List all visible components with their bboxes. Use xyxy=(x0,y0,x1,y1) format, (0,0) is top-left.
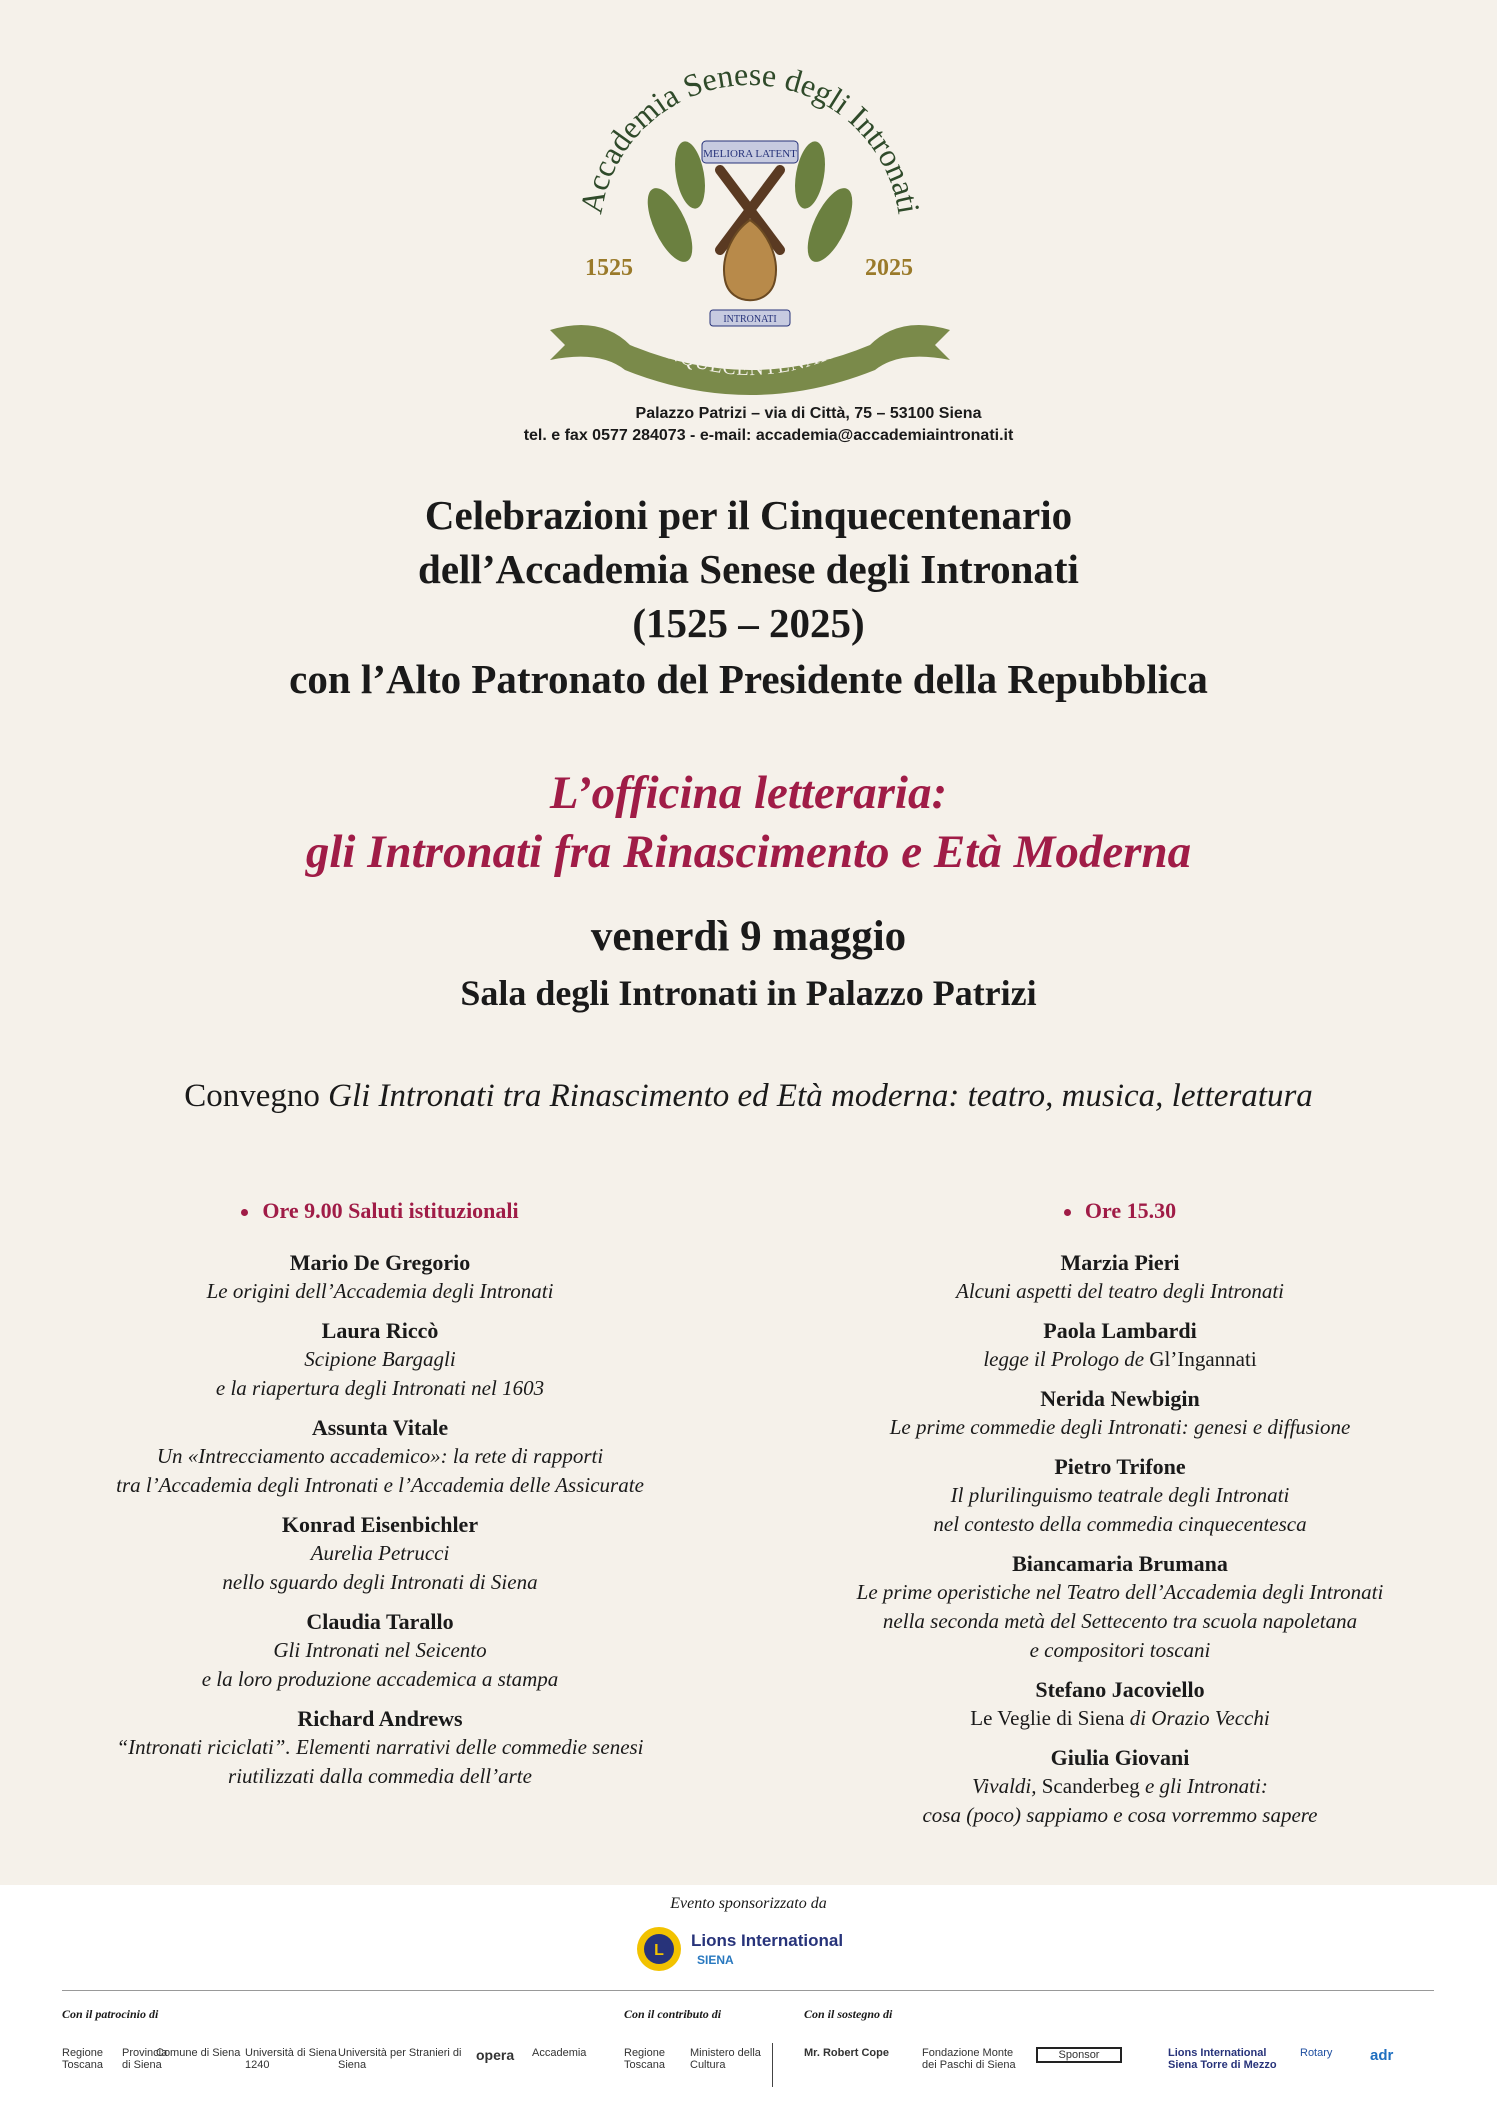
speaker: Laura Riccò Scipione Bargagli e la riapertura degli Intronati nel 1603 xyxy=(215,1318,545,1400)
footer-sponsors xyxy=(0,1885,1497,2117)
speaker: Marzia Pieri Alcuni aspetti del teatro degli Intronati xyxy=(956,1250,1284,1303)
speaker: Konrad Eisenbichler Aurelia Petrucci nello sguardo degli Intronati di Siena xyxy=(222,1512,538,1594)
logo-arc-text: Accademia Senese degli Intronati xyxy=(572,55,928,217)
logo-motto: MELIORA LATENT xyxy=(703,148,797,160)
afternoon-program xyxy=(800,1198,1440,1840)
speaker: Pietro Trifone Il plurilinguismo teatrale degli Intronati nel contesto della commedia cinquecentesca xyxy=(933,1454,1307,1536)
lions-city: SIENA xyxy=(697,1953,734,1967)
speaker: Stefano Jacoviello Le Veglie di Siena di Orazio Vecchi xyxy=(970,1677,1270,1730)
supporter-logo: Fondazione Monte dei Paschi di Siena xyxy=(922,2047,1016,2071)
year-start: 1525 xyxy=(585,255,633,281)
supporter-logo: Mr. Robert Cope xyxy=(804,2047,889,2059)
session-afternoon: Ore 15.30 xyxy=(800,1198,1440,1224)
supporter-logo: Lions International Siena Torre di Mezzo xyxy=(1168,2047,1277,2071)
svg-text:Accademia Senese degli Introna xyxy=(573,56,928,217)
headline-3: (1525 – 2025) xyxy=(632,600,865,646)
contribution-label: Con il contributo di xyxy=(624,2007,722,2021)
convegno-prefix: Convegno xyxy=(184,1078,320,1114)
patron-logo: Università di Siena 1240 xyxy=(245,2047,337,2071)
event-title-2: gli Intronati fra Rinascimento e Età Moderna xyxy=(305,826,1192,878)
svg-text:L: L xyxy=(654,1942,664,1959)
lions-emblem-icon xyxy=(635,1925,683,1973)
patron-logo: opera xyxy=(476,2047,515,2063)
event-title-1: L’officina letteraria: xyxy=(549,767,948,819)
headline-4: con l’Alto Patronato del Presidente della Repubblica xyxy=(289,656,1208,702)
morning-program xyxy=(60,1198,700,1801)
convegno-line xyxy=(0,1078,1497,1115)
ribbon-text: CINQUECENTENARIO xyxy=(642,332,858,381)
headline-2: dell’Accademia Senese degli Intronati xyxy=(418,546,1079,592)
bullet-icon xyxy=(1064,1209,1071,1216)
lions-logo xyxy=(635,1923,875,1975)
contact-line: tel. e fax 0577 284073 - e-mail: accademia@accademiaintronati.it xyxy=(523,427,1014,444)
speaker: Paola Lambardi legge il Prologo de Gl’Ingannati xyxy=(983,1318,1257,1371)
headline-1: Celebrazioni per il Cinquecentenario xyxy=(424,492,1073,538)
speaker: Richard Andrews “Intronati riciclati”. Elementi narrativi delle commedie senesi riutilizzati dalla commedia dell’arte xyxy=(116,1706,644,1788)
separator xyxy=(772,2043,773,2087)
support-label: Con il sostegno di xyxy=(804,2007,893,2021)
speaker: Assunta Vitale Un «Intrecciamento accademico»: la rete di rapporti tra l’Accademia degli Intronati e l’Accademia delle Assicurate xyxy=(116,1415,644,1497)
session-morning: Ore 9.00 Saluti istituzionali xyxy=(60,1198,700,1224)
speaker: Giulia Giovani Vivaldi, Scanderbeg e gli Intronati: cosa (poco) sappiamo e cosa vorremmo sapere xyxy=(922,1745,1318,1827)
lions-name: Lions International xyxy=(691,1931,844,1950)
speaker: Mario De Gregorio Le origini dell’Accademia degli Intronati xyxy=(206,1250,554,1303)
year-end: 2025 xyxy=(865,255,913,281)
speaker: Biancamaria Brumana Le prime operistiche nel Teatro dell’Accademia degli Intronati nella seconda metà del Settecento tra scuola napoletana e compositori toscani xyxy=(856,1551,1384,1662)
speaker: Nerida Newbigin Le prime commedie degli Intronati: genesi e diffusione xyxy=(889,1386,1351,1439)
patron-logo: Provincia di Siena xyxy=(122,2047,168,2071)
academy-logo xyxy=(540,45,960,405)
patron-logo: Comune di Siena xyxy=(156,2047,241,2059)
contributor-logo: Regione Toscana xyxy=(624,2047,665,2071)
bullet-icon xyxy=(241,1209,248,1216)
speaker: Claudia Tarallo Gli Intronati nel Seicento e la loro produzione accademica a stampa xyxy=(201,1609,559,1691)
supporter-logo: adr xyxy=(1370,2047,1394,2064)
address-line: Palazzo Patrizi – via di Città, 75 – 53100 Siena xyxy=(635,405,982,422)
sponsored-label: Evento sponsorizzato da xyxy=(670,1895,827,1912)
contributor-logo: Ministero della Cultura xyxy=(690,2047,761,2071)
patronage-label: Con il patrocinio di xyxy=(62,2007,159,2021)
patron-logo: Regione Toscana xyxy=(62,2047,103,2071)
event-date: venerdì 9 maggio xyxy=(590,913,907,960)
patron-logo: Università per Stranieri di Siena xyxy=(338,2047,462,2071)
patron-logo: Accademia xyxy=(532,2047,587,2059)
event-place: Sala degli Intronati in Palazzo Patrizi xyxy=(460,973,1037,1013)
convegno-title: Gli Intronati tra Rinascimento ed Età moderna: teatro, musica, letteratura xyxy=(328,1078,1313,1114)
supporter-logo: Rotary xyxy=(1300,2047,1333,2059)
divider xyxy=(62,1990,1434,1991)
supporter-logo: Sponsor xyxy=(1036,2047,1122,2063)
logo-banner-bottom: INTRONATI xyxy=(723,314,777,325)
